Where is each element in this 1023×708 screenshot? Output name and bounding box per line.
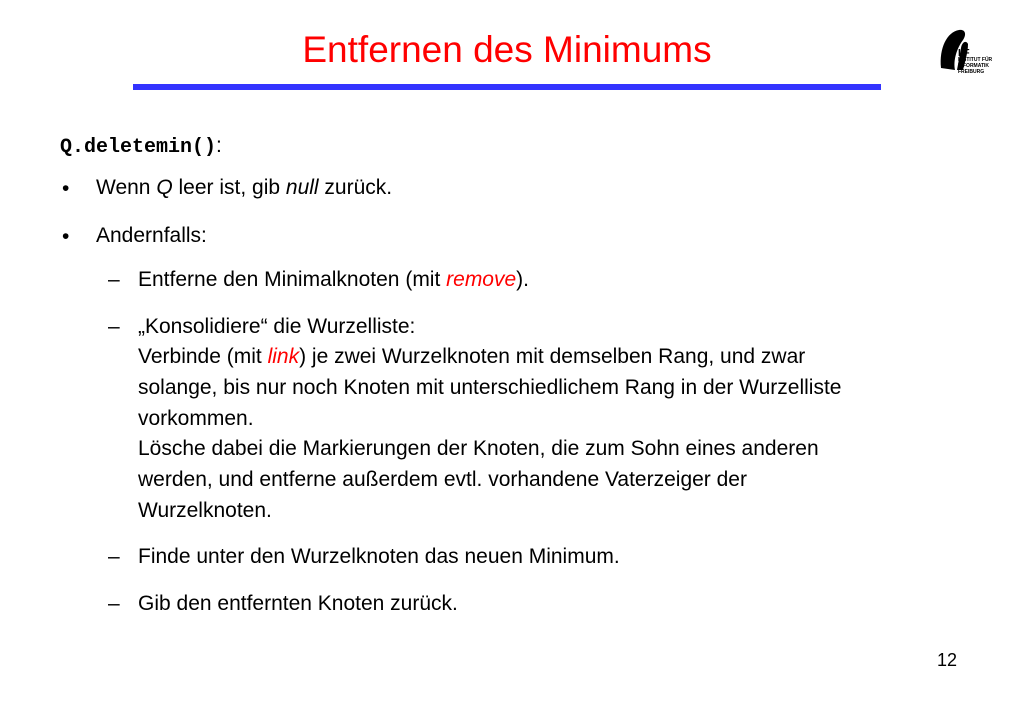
logo-line-1: INSTITUT FÜR [958, 57, 993, 63]
logo-line-2: INFORMATIK [958, 63, 990, 69]
text-segment: ) je zwei Wurzelknoten mit demselben Rang, und zwar [299, 345, 806, 368]
keyword-null: null [285, 176, 319, 199]
logo-mark: IIF [958, 48, 970, 59]
method-heading [60, 134, 222, 159]
keyword-remove: remove [446, 268, 517, 291]
step-consolidate-heading: „Konsolidiere“ die Wurzelliste: [138, 315, 416, 338]
slide-title: Entfernen des Minimums [302, 29, 712, 70]
dash-marker: – [108, 545, 120, 568]
method-colon: : [216, 134, 222, 157]
text-segment: zurück. [318, 176, 393, 199]
step-consolidate-line: Lösche dabei die Markierungen der Knoten, die zum Sohn eines anderen [138, 437, 819, 460]
bullet-marker: • [62, 225, 70, 248]
page-number: 12 [937, 650, 958, 670]
bullet-marker: • [62, 177, 70, 200]
step-remove-min [138, 265, 529, 295]
step-consolidate-line: werden, und entferne außerdem evtl. vorhandene Vaterzeiger der [138, 468, 747, 491]
method-code: Q.deletemin() [60, 136, 217, 159]
bullet-empty-case [96, 173, 392, 203]
dash-marker: – [108, 268, 120, 291]
dash-marker: – [108, 315, 120, 338]
text-segment: ). [516, 268, 529, 291]
dash-marker: – [108, 592, 120, 615]
step-consolidate-line: Wurzelknoten. [138, 499, 272, 522]
keyword-link: link [267, 345, 300, 368]
title-underline [133, 84, 881, 90]
step-consolidate-line [138, 342, 805, 372]
step-find-minimum: Finde unter den Wurzelknoten das neuen Minimum. [138, 545, 620, 568]
step-return-node: Gib den entfernten Knoten zurück. [138, 592, 458, 615]
bullet-otherwise: Andernfalls: [96, 224, 207, 247]
logo-caption [958, 57, 992, 75]
text-segment: leer ist, gib [172, 176, 286, 199]
logo-line-3: FREIBURG [958, 69, 985, 75]
step-consolidate-line: solange, bis nur noch Knoten mit unterschiedlichem Rang in der Wurzelliste [138, 376, 842, 399]
variable-q: Q [156, 176, 173, 199]
text-segment: Wenn [96, 176, 157, 199]
text-segment: Entferne den Minimalknoten (mit [138, 268, 447, 291]
step-consolidate-line: vorkommen. [138, 407, 254, 430]
text-segment: Verbinde (mit [138, 345, 268, 368]
